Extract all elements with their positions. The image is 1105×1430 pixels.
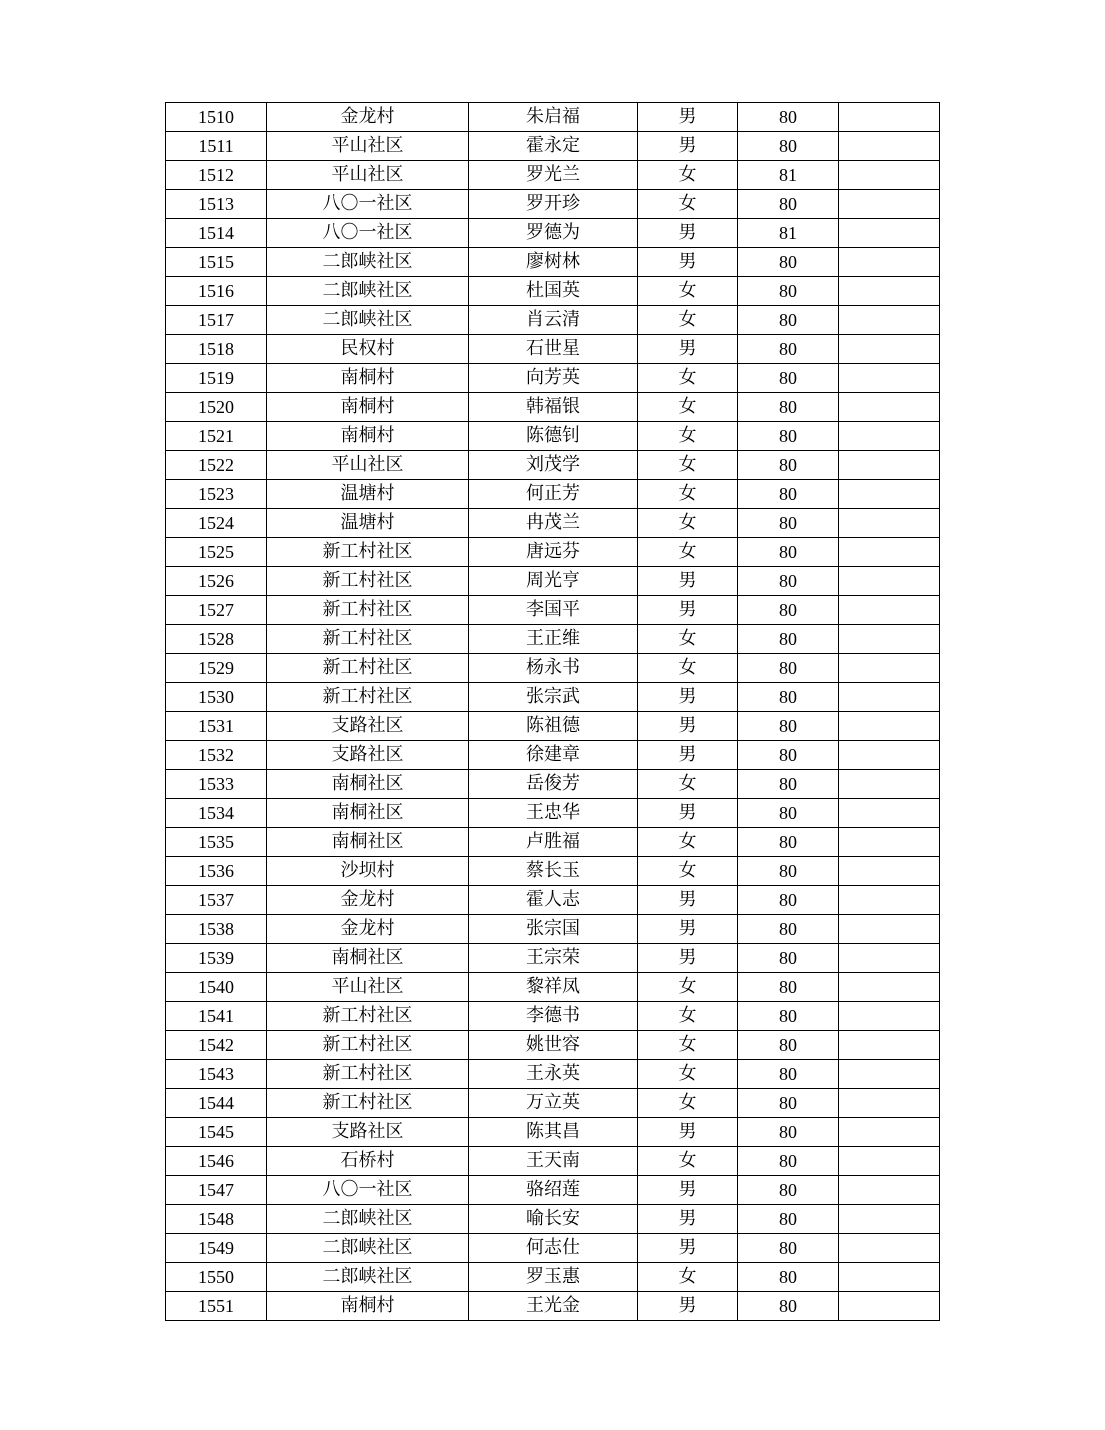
village-cell: 新工村社区 <box>267 596 469 625</box>
name-cell: 韩福银 <box>469 393 638 422</box>
village-cell: 南桐社区 <box>267 770 469 799</box>
serial-number-cell: 1543 <box>166 1060 267 1089</box>
note-cell <box>839 1292 940 1321</box>
serial-number-cell: 1537 <box>166 886 267 915</box>
note-cell <box>839 248 940 277</box>
serial-number-cell: 1549 <box>166 1234 267 1263</box>
table-row <box>166 741 940 770</box>
village-cell: 金龙村 <box>267 886 469 915</box>
note-cell <box>839 219 940 248</box>
note-cell <box>839 886 940 915</box>
village-cell: 八〇一社区 <box>267 219 469 248</box>
name-cell: 李德书 <box>469 1002 638 1031</box>
serial-number-cell: 1538 <box>166 915 267 944</box>
name-cell: 石世星 <box>469 335 638 364</box>
serial-number-cell: 1516 <box>166 277 267 306</box>
gender-cell: 男 <box>638 712 738 741</box>
note-cell <box>839 915 940 944</box>
village-cell: 新工村社区 <box>267 1089 469 1118</box>
serial-number-cell: 1532 <box>166 741 267 770</box>
name-cell: 王永英 <box>469 1060 638 1089</box>
gender-cell: 女 <box>638 1002 738 1031</box>
village-cell: 支路社区 <box>267 712 469 741</box>
name-cell: 朱启福 <box>469 103 638 132</box>
serial-number-cell: 1540 <box>166 973 267 1002</box>
gender-cell: 女 <box>638 857 738 886</box>
table-row <box>166 1205 940 1234</box>
table-row <box>166 770 940 799</box>
village-cell: 石桥村 <box>267 1147 469 1176</box>
serial-number-cell: 1514 <box>166 219 267 248</box>
age-cell: 80 <box>738 596 839 625</box>
name-cell: 刘茂学 <box>469 451 638 480</box>
table-row <box>166 1263 940 1292</box>
village-cell: 南桐村 <box>267 1292 469 1321</box>
village-cell: 南桐社区 <box>267 944 469 973</box>
name-cell: 王天南 <box>469 1147 638 1176</box>
name-cell: 向芳英 <box>469 364 638 393</box>
age-cell: 80 <box>738 944 839 973</box>
table-row <box>166 1118 940 1147</box>
serial-number-cell: 1550 <box>166 1263 267 1292</box>
village-cell: 二郎峡社区 <box>267 1205 469 1234</box>
table-row <box>166 596 940 625</box>
serial-number-cell: 1515 <box>166 248 267 277</box>
age-cell: 80 <box>738 1176 839 1205</box>
age-cell: 80 <box>738 364 839 393</box>
village-cell: 二郎峡社区 <box>267 277 469 306</box>
serial-number-cell: 1525 <box>166 538 267 567</box>
note-cell <box>839 828 940 857</box>
village-cell: 南桐社区 <box>267 799 469 828</box>
age-cell: 80 <box>738 480 839 509</box>
table-row <box>166 712 940 741</box>
gender-cell: 女 <box>638 828 738 857</box>
gender-cell: 男 <box>638 1292 738 1321</box>
gender-cell: 男 <box>638 683 738 712</box>
name-cell: 骆绍莲 <box>469 1176 638 1205</box>
name-cell: 王宗荣 <box>469 944 638 973</box>
gender-cell: 女 <box>638 451 738 480</box>
serial-number-cell: 1530 <box>166 683 267 712</box>
age-cell: 80 <box>738 799 839 828</box>
gender-cell: 男 <box>638 132 738 161</box>
name-cell: 冉茂兰 <box>469 509 638 538</box>
name-cell: 肖云清 <box>469 306 638 335</box>
note-cell <box>839 1263 940 1292</box>
gender-cell: 男 <box>638 1205 738 1234</box>
gender-cell: 女 <box>638 509 738 538</box>
age-cell: 80 <box>738 741 839 770</box>
village-cell: 温塘村 <box>267 509 469 538</box>
note-cell <box>839 132 940 161</box>
note-cell <box>839 1118 940 1147</box>
name-cell: 罗光兰 <box>469 161 638 190</box>
table-row <box>166 132 940 161</box>
gender-cell: 男 <box>638 1234 738 1263</box>
table-row <box>166 683 940 712</box>
age-cell: 80 <box>738 1263 839 1292</box>
name-cell: 徐建章 <box>469 741 638 770</box>
serial-number-cell: 1513 <box>166 190 267 219</box>
age-cell: 80 <box>738 915 839 944</box>
roster-table-body <box>166 103 940 1321</box>
table-row <box>166 538 940 567</box>
serial-number-cell: 1542 <box>166 1031 267 1060</box>
village-cell: 温塘村 <box>267 480 469 509</box>
serial-number-cell: 1527 <box>166 596 267 625</box>
gender-cell: 男 <box>638 567 738 596</box>
village-cell: 新工村社区 <box>267 683 469 712</box>
name-cell: 岳俊芳 <box>469 770 638 799</box>
table-row <box>166 1292 940 1321</box>
name-cell: 罗玉惠 <box>469 1263 638 1292</box>
village-cell: 南桐村 <box>267 364 469 393</box>
village-cell: 二郎峡社区 <box>267 248 469 277</box>
name-cell: 唐远芬 <box>469 538 638 567</box>
age-cell: 80 <box>738 973 839 1002</box>
village-cell: 八〇一社区 <box>267 1176 469 1205</box>
serial-number-cell: 1512 <box>166 161 267 190</box>
note-cell <box>839 596 940 625</box>
gender-cell: 女 <box>638 190 738 219</box>
table-row <box>166 567 940 596</box>
village-cell: 新工村社区 <box>267 1002 469 1031</box>
name-cell: 张宗国 <box>469 915 638 944</box>
table-row <box>166 190 940 219</box>
table-row <box>166 1060 940 1089</box>
gender-cell: 女 <box>638 364 738 393</box>
table-row <box>166 1176 940 1205</box>
table-row <box>166 1002 940 1031</box>
village-cell: 新工村社区 <box>267 654 469 683</box>
village-cell: 二郎峡社区 <box>267 1263 469 1292</box>
serial-number-cell: 1531 <box>166 712 267 741</box>
name-cell: 杜国英 <box>469 277 638 306</box>
serial-number-cell: 1528 <box>166 625 267 654</box>
name-cell: 罗德为 <box>469 219 638 248</box>
table-row <box>166 248 940 277</box>
age-cell: 80 <box>738 857 839 886</box>
table-row <box>166 422 940 451</box>
age-cell: 80 <box>738 451 839 480</box>
table-row <box>166 480 940 509</box>
name-cell: 卢胜福 <box>469 828 638 857</box>
name-cell: 李国平 <box>469 596 638 625</box>
note-cell <box>839 451 940 480</box>
serial-number-cell: 1529 <box>166 654 267 683</box>
age-cell: 80 <box>738 1292 839 1321</box>
village-cell: 平山社区 <box>267 973 469 1002</box>
gender-cell: 女 <box>638 1263 738 1292</box>
gender-cell: 男 <box>638 1118 738 1147</box>
serial-number-cell: 1526 <box>166 567 267 596</box>
gender-cell: 女 <box>638 654 738 683</box>
age-cell: 80 <box>738 103 839 132</box>
serial-number-cell: 1510 <box>166 103 267 132</box>
note-cell <box>839 625 940 654</box>
table-row <box>166 915 940 944</box>
gender-cell: 男 <box>638 799 738 828</box>
village-cell: 新工村社区 <box>267 1031 469 1060</box>
serial-number-cell: 1536 <box>166 857 267 886</box>
table-row <box>166 364 940 393</box>
note-cell <box>839 654 940 683</box>
note-cell <box>839 1234 940 1263</box>
note-cell <box>839 1147 940 1176</box>
name-cell: 张宗武 <box>469 683 638 712</box>
village-cell: 二郎峡社区 <box>267 1234 469 1263</box>
note-cell <box>839 480 940 509</box>
age-cell: 80 <box>738 509 839 538</box>
serial-number-cell: 1519 <box>166 364 267 393</box>
table-row <box>166 886 940 915</box>
note-cell <box>839 770 940 799</box>
note-cell <box>839 683 940 712</box>
name-cell: 罗开珍 <box>469 190 638 219</box>
age-cell: 80 <box>738 1089 839 1118</box>
note-cell <box>839 1002 940 1031</box>
serial-number-cell: 1541 <box>166 1002 267 1031</box>
note-cell <box>839 306 940 335</box>
table-row <box>166 103 940 132</box>
table-row <box>166 828 940 857</box>
village-cell: 金龙村 <box>267 103 469 132</box>
village-cell: 新工村社区 <box>267 567 469 596</box>
serial-number-cell: 1520 <box>166 393 267 422</box>
village-cell: 南桐社区 <box>267 828 469 857</box>
table-row <box>166 1234 940 1263</box>
village-cell: 民权村 <box>267 335 469 364</box>
name-cell: 霍人志 <box>469 886 638 915</box>
table-row <box>166 393 940 422</box>
age-cell: 80 <box>738 393 839 422</box>
table-row <box>166 857 940 886</box>
serial-number-cell: 1539 <box>166 944 267 973</box>
note-cell <box>839 364 940 393</box>
note-cell <box>839 1089 940 1118</box>
table-row <box>166 451 940 480</box>
age-cell: 80 <box>738 567 839 596</box>
serial-number-cell: 1523 <box>166 480 267 509</box>
gender-cell: 男 <box>638 248 738 277</box>
gender-cell: 男 <box>638 915 738 944</box>
table-row <box>166 509 940 538</box>
serial-number-cell: 1521 <box>166 422 267 451</box>
note-cell <box>839 1205 940 1234</box>
gender-cell: 女 <box>638 1060 738 1089</box>
name-cell: 陈祖德 <box>469 712 638 741</box>
age-cell: 80 <box>738 335 839 364</box>
age-cell: 80 <box>738 712 839 741</box>
age-cell: 80 <box>738 625 839 654</box>
note-cell <box>839 567 940 596</box>
gender-cell: 女 <box>638 422 738 451</box>
age-cell: 80 <box>738 1234 839 1263</box>
name-cell: 王忠华 <box>469 799 638 828</box>
gender-cell: 男 <box>638 944 738 973</box>
village-cell: 平山社区 <box>267 161 469 190</box>
village-cell: 新工村社区 <box>267 1060 469 1089</box>
note-cell <box>839 103 940 132</box>
name-cell: 何正芳 <box>469 480 638 509</box>
note-cell <box>839 538 940 567</box>
note-cell <box>839 1060 940 1089</box>
note-cell <box>839 277 940 306</box>
serial-number-cell: 1545 <box>166 1118 267 1147</box>
table-row <box>166 277 940 306</box>
village-cell: 新工村社区 <box>267 538 469 567</box>
table-row <box>166 306 940 335</box>
name-cell: 周光亨 <box>469 567 638 596</box>
age-cell: 80 <box>738 1060 839 1089</box>
age-cell: 80 <box>738 1205 839 1234</box>
age-cell: 80 <box>738 886 839 915</box>
village-cell: 二郎峡社区 <box>267 306 469 335</box>
age-cell: 80 <box>738 132 839 161</box>
age-cell: 81 <box>738 161 839 190</box>
gender-cell: 男 <box>638 219 738 248</box>
age-cell: 80 <box>738 277 839 306</box>
name-cell: 姚世容 <box>469 1031 638 1060</box>
name-cell: 陈其昌 <box>469 1118 638 1147</box>
note-cell <box>839 335 940 364</box>
gender-cell: 女 <box>638 1089 738 1118</box>
serial-number-cell: 1522 <box>166 451 267 480</box>
name-cell: 王光金 <box>469 1292 638 1321</box>
gender-cell: 女 <box>638 277 738 306</box>
note-cell <box>839 393 940 422</box>
gender-cell: 女 <box>638 1147 738 1176</box>
table-row <box>166 944 940 973</box>
serial-number-cell: 1547 <box>166 1176 267 1205</box>
name-cell: 杨永书 <box>469 654 638 683</box>
note-cell <box>839 712 940 741</box>
name-cell: 黎祥凤 <box>469 973 638 1002</box>
gender-cell: 女 <box>638 1031 738 1060</box>
gender-cell: 女 <box>638 161 738 190</box>
age-cell: 80 <box>738 1118 839 1147</box>
name-cell: 王正维 <box>469 625 638 654</box>
serial-number-cell: 1534 <box>166 799 267 828</box>
note-cell <box>839 944 940 973</box>
gender-cell: 女 <box>638 393 738 422</box>
age-cell: 80 <box>738 306 839 335</box>
note-cell <box>839 799 940 828</box>
village-cell: 平山社区 <box>267 451 469 480</box>
village-cell: 平山社区 <box>267 132 469 161</box>
gender-cell: 男 <box>638 1176 738 1205</box>
age-cell: 80 <box>738 1002 839 1031</box>
gender-cell: 男 <box>638 335 738 364</box>
serial-number-cell: 1546 <box>166 1147 267 1176</box>
gender-cell: 女 <box>638 306 738 335</box>
note-cell <box>839 422 940 451</box>
roster-table <box>165 102 940 1321</box>
village-cell: 金龙村 <box>267 915 469 944</box>
table-row <box>166 625 940 654</box>
gender-cell: 男 <box>638 886 738 915</box>
note-cell <box>839 190 940 219</box>
table-row <box>166 1089 940 1118</box>
gender-cell: 女 <box>638 973 738 1002</box>
gender-cell: 女 <box>638 625 738 654</box>
table-row <box>166 799 940 828</box>
note-cell <box>839 509 940 538</box>
note-cell <box>839 741 940 770</box>
gender-cell: 男 <box>638 741 738 770</box>
serial-number-cell: 1544 <box>166 1089 267 1118</box>
name-cell: 霍永定 <box>469 132 638 161</box>
note-cell <box>839 857 940 886</box>
name-cell: 万立英 <box>469 1089 638 1118</box>
note-cell <box>839 1176 940 1205</box>
gender-cell: 女 <box>638 480 738 509</box>
table-row <box>166 219 940 248</box>
table-row <box>166 335 940 364</box>
village-cell: 新工村社区 <box>267 625 469 654</box>
village-cell: 南桐村 <box>267 422 469 451</box>
age-cell: 80 <box>738 248 839 277</box>
serial-number-cell: 1517 <box>166 306 267 335</box>
age-cell: 80 <box>738 654 839 683</box>
village-cell: 支路社区 <box>267 1118 469 1147</box>
age-cell: 80 <box>738 1031 839 1060</box>
age-cell: 80 <box>738 770 839 799</box>
name-cell: 何志仕 <box>469 1234 638 1263</box>
age-cell: 81 <box>738 219 839 248</box>
table-row <box>166 1031 940 1060</box>
name-cell: 蔡长玉 <box>469 857 638 886</box>
name-cell: 廖树林 <box>469 248 638 277</box>
table-row <box>166 654 940 683</box>
gender-cell: 女 <box>638 770 738 799</box>
gender-cell: 男 <box>638 596 738 625</box>
note-cell <box>839 161 940 190</box>
serial-number-cell: 1524 <box>166 509 267 538</box>
table-row <box>166 973 940 1002</box>
village-cell: 八〇一社区 <box>267 190 469 219</box>
serial-number-cell: 1518 <box>166 335 267 364</box>
village-cell: 支路社区 <box>267 741 469 770</box>
serial-number-cell: 1551 <box>166 1292 267 1321</box>
table-row <box>166 161 940 190</box>
serial-number-cell: 1535 <box>166 828 267 857</box>
note-cell <box>839 973 940 1002</box>
gender-cell: 男 <box>638 103 738 132</box>
name-cell: 陈德钊 <box>469 422 638 451</box>
age-cell: 80 <box>738 190 839 219</box>
name-cell: 喻长安 <box>469 1205 638 1234</box>
gender-cell: 女 <box>638 538 738 567</box>
serial-number-cell: 1511 <box>166 132 267 161</box>
age-cell: 80 <box>738 828 839 857</box>
age-cell: 80 <box>738 683 839 712</box>
village-cell: 南桐村 <box>267 393 469 422</box>
table-row <box>166 1147 940 1176</box>
age-cell: 80 <box>738 538 839 567</box>
serial-number-cell: 1548 <box>166 1205 267 1234</box>
note-cell <box>839 1031 940 1060</box>
serial-number-cell: 1533 <box>166 770 267 799</box>
age-cell: 80 <box>738 1147 839 1176</box>
village-cell: 沙坝村 <box>267 857 469 886</box>
age-cell: 80 <box>738 422 839 451</box>
